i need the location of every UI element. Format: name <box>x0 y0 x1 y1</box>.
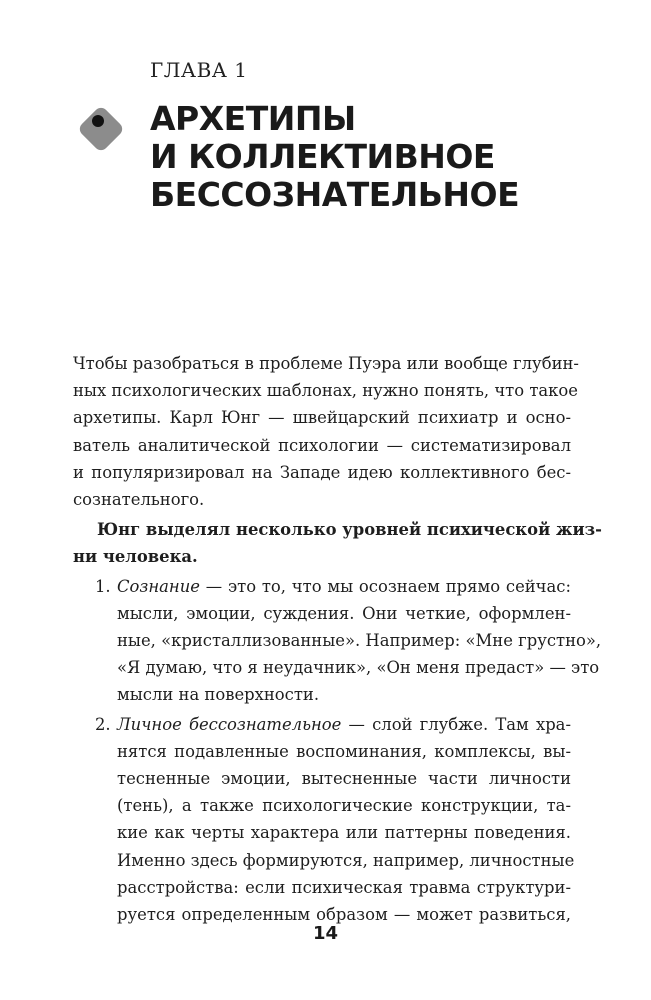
text-line: Юнг выделял несколько уровней психической жиз- <box>97 520 602 540</box>
page-number: 14 <box>312 923 339 944</box>
text-line <box>117 711 571 738</box>
text-line: и популяризировал на Западе идею коллективного бес- <box>73 462 571 482</box>
list-number: 2. <box>95 714 111 734</box>
chapter-label: ГЛАВА 1 <box>150 58 248 82</box>
chapter-title-line: И КОЛЛЕКТИВНОЕ <box>150 137 495 176</box>
text-line: руется определенным образом — может развиться, <box>117 905 571 925</box>
text-line: сознательного. <box>73 490 205 510</box>
text-line: ватель аналитической психологии — систематизировал <box>73 435 571 455</box>
text-line: мысли, эмоции, суждения. Они четкие, оформлен- <box>117 603 571 623</box>
lead-paragraph <box>73 516 602 570</box>
diamond-dot-icon <box>70 98 132 160</box>
chapter-title-line: АРХЕТИПЫ <box>150 99 356 138</box>
intro-paragraph <box>73 350 579 513</box>
text-line: Чтобы разобраться в проблеме Пуэра или вообще глубин- <box>73 354 579 373</box>
levels-list <box>73 573 602 929</box>
text-line: архетипы. Карл Юнг — швейцарский психиатр и осно- <box>73 408 571 428</box>
chapter-title <box>150 100 519 214</box>
list-term: Сознание <box>117 576 200 596</box>
chapter-title-line: БЕССОЗНАТЕЛЬНОЕ <box>150 175 520 214</box>
text-line: Именно здесь формируются, например, личностные <box>117 850 575 870</box>
body-text <box>73 350 602 930</box>
text-line: кие как черты характера или паттерны поведения. <box>117 823 571 843</box>
text-fragment: — слой глубже. Там хра- <box>341 714 571 734</box>
text-line: мысли на поверхности. <box>117 685 320 705</box>
list-number: 1. <box>95 576 111 596</box>
text-line: ных психологических шаблонах, нужно понять, что такое <box>73 381 578 401</box>
list-term: Личное бессознательное <box>117 714 342 734</box>
text-line: ные, «кристаллизованные». Например: «Мне грустно», <box>117 631 602 651</box>
text-line: (тень), а также психологические конструкции, та- <box>117 796 571 816</box>
text-line <box>117 573 571 600</box>
text-line: нятся подавленные воспоминания, комплексы, вы- <box>117 741 571 761</box>
text-fragment: — это то, что мы осознаем прямо сейчас: <box>199 576 571 596</box>
text-line: тесненные эмоции, вытесненные части личности <box>117 769 571 789</box>
list-item <box>73 711 575 929</box>
text-line: «Я думаю, что я неудачник», «Он меня предаст» — это <box>117 658 600 678</box>
list-item <box>73 573 602 709</box>
text-line: расстройства: если психическая травма структури- <box>117 877 571 897</box>
text-line: ни человека. <box>73 547 198 567</box>
